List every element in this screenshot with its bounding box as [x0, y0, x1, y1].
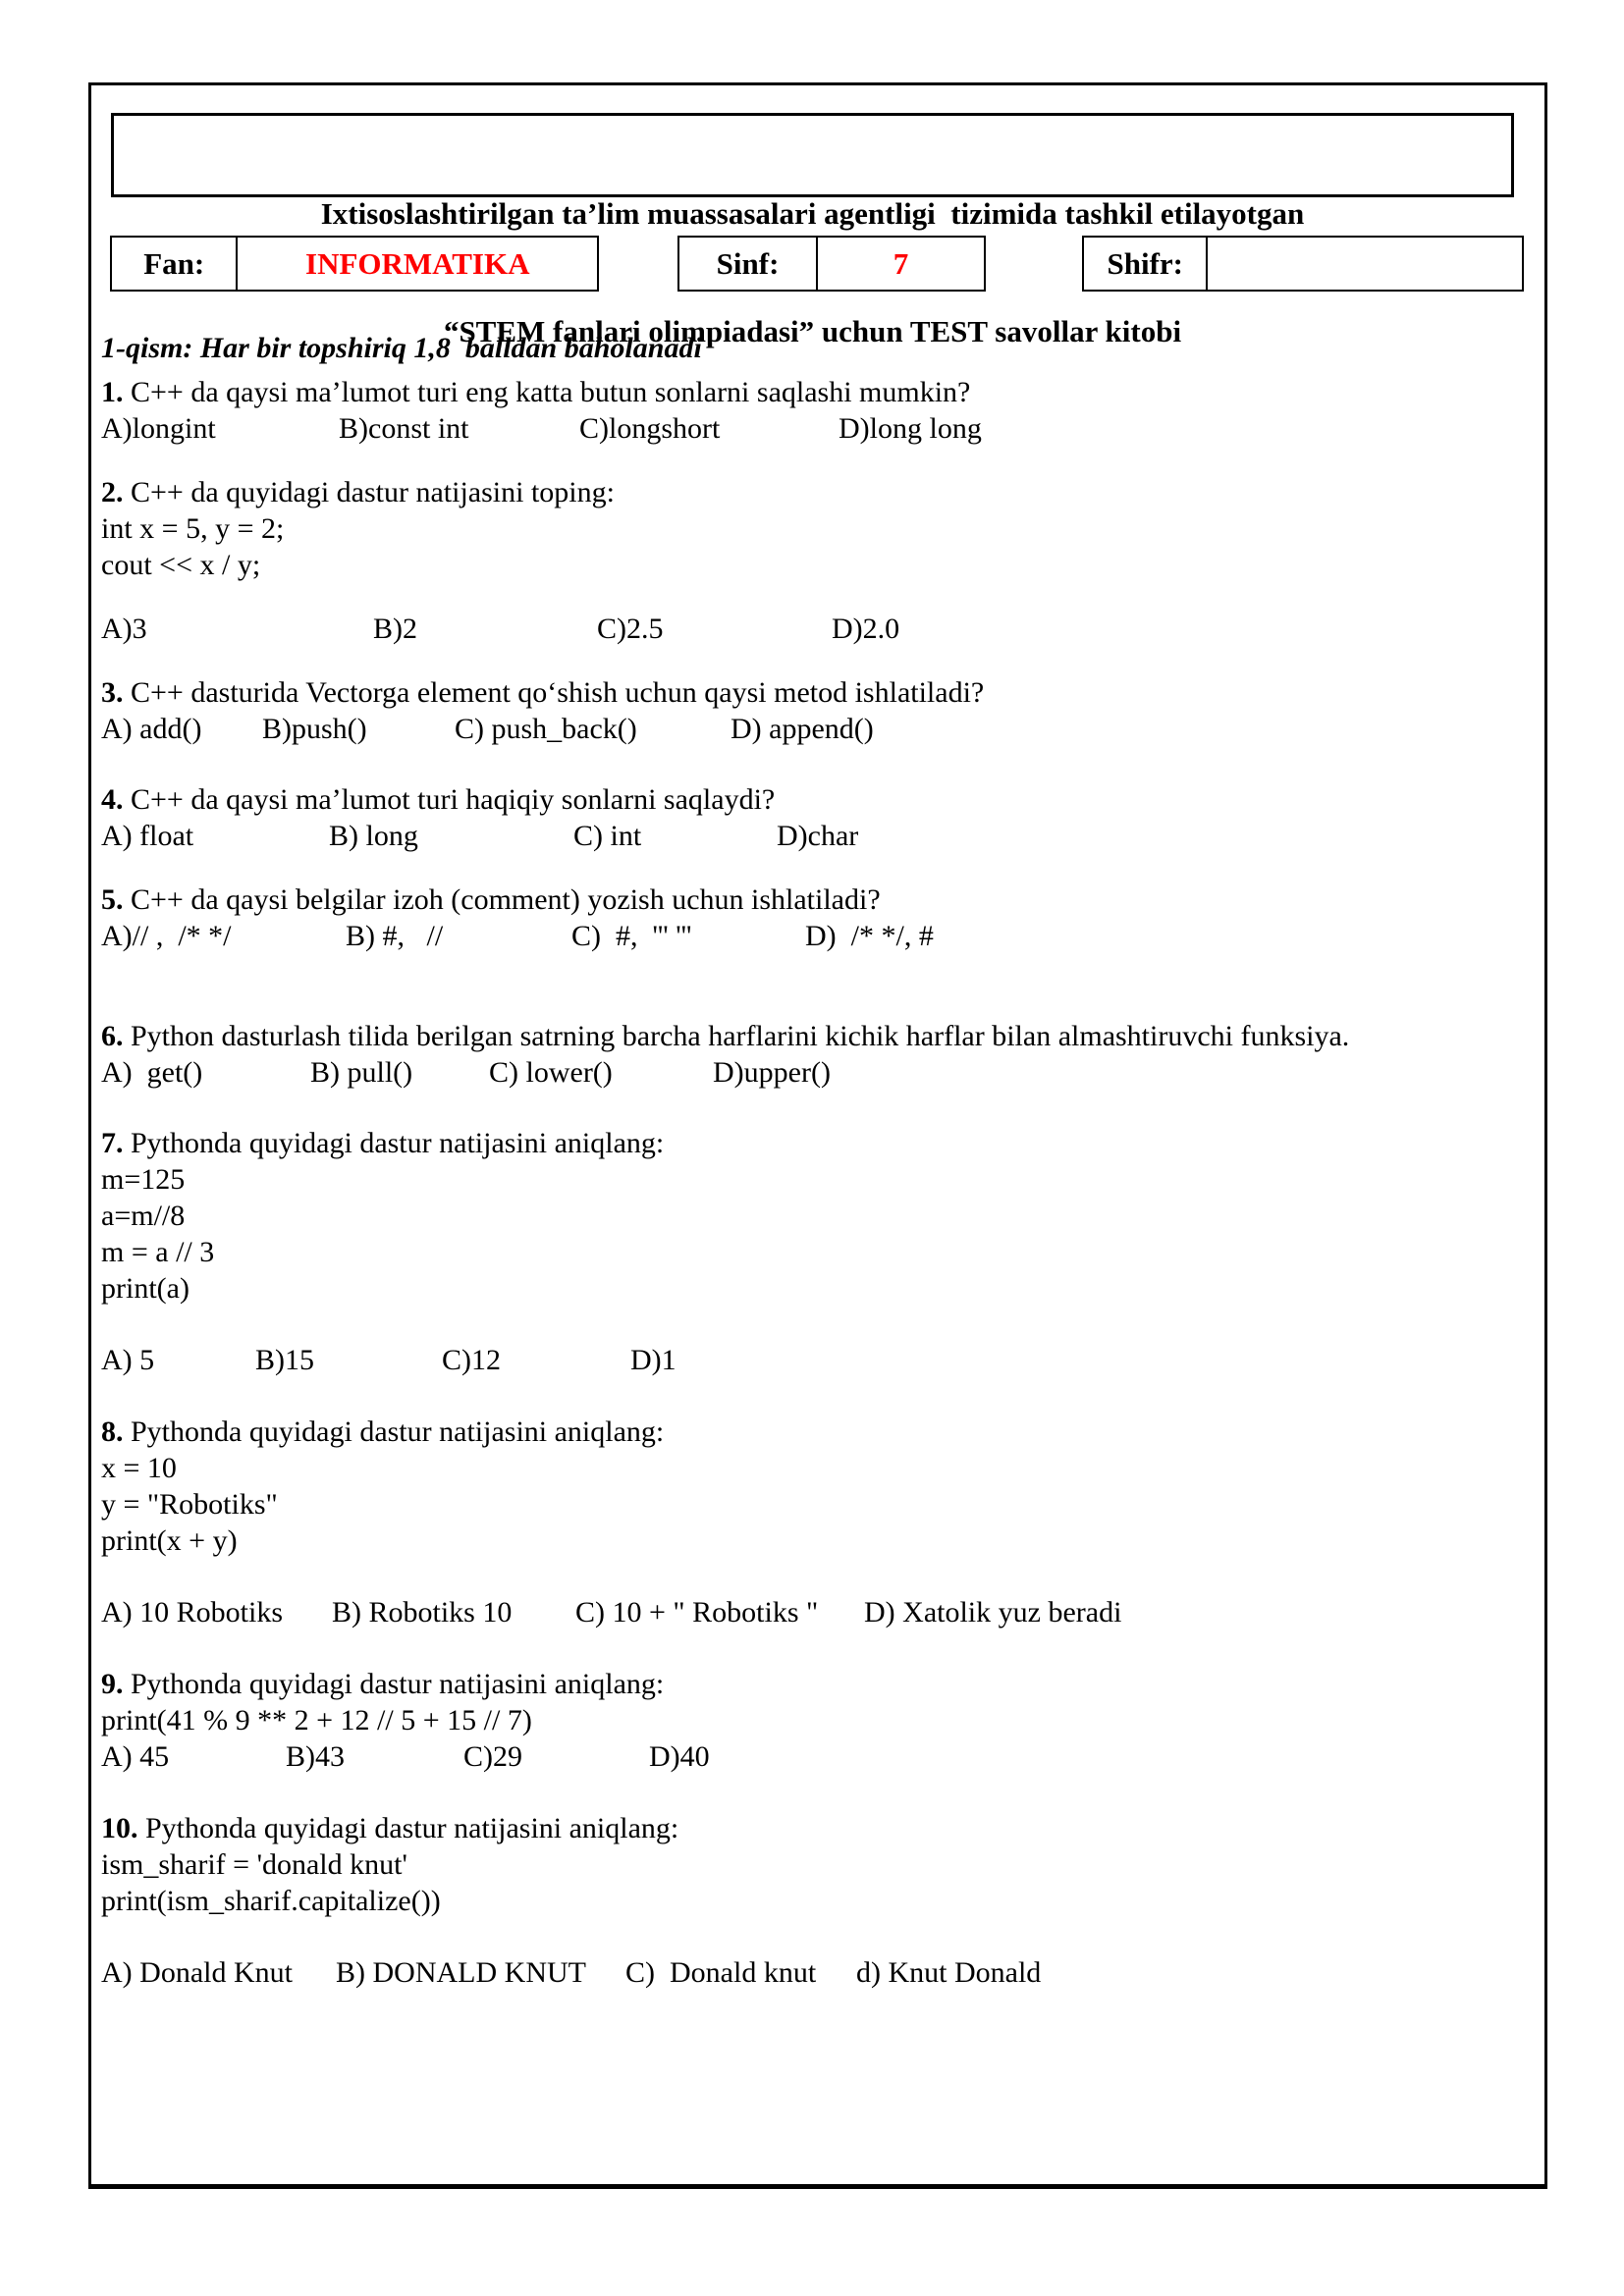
- question-7-text: Pythonda quyidagi dastur natijasini aniqlang:: [131, 1127, 665, 1159]
- question-2-option-b: B)2: [373, 613, 417, 645]
- question-9-code-line: print(41 % 9 ** 2 + 12 // 5 + 15 // 7): [101, 1704, 532, 1736]
- question-10-text: Pythonda quyidagi dastur natijasini aniqlang:: [145, 1812, 679, 1844]
- question-10-option-a: A) Donald Knut: [101, 1956, 293, 1989]
- section-title: 1-qism: Har bir topshiriq 1,8 balldan baholanadi: [101, 332, 702, 364]
- question-8-number: 8.: [101, 1415, 124, 1448]
- question-2-option-d: D)2.0: [832, 613, 900, 645]
- question-6-option-c: C) lower(): [489, 1056, 613, 1089]
- question-9-option-b: B)43: [286, 1740, 345, 1773]
- question-1-number: 1.: [101, 376, 124, 408]
- question-7-number: 7.: [101, 1127, 124, 1159]
- question-8-option-b: B) Robotiks 10: [332, 1596, 513, 1629]
- question-2-text: C++ da quyidagi dastur natijasini toping:: [131, 476, 615, 508]
- question-6-number: 6.: [101, 1020, 124, 1052]
- question-5-option-a: A)// , /* */: [101, 920, 232, 952]
- question-6-option-d: D)upper(): [713, 1056, 831, 1089]
- question-8-code-line: x = 10: [101, 1452, 177, 1484]
- question-10-option-d: d) Knut Donald: [856, 1956, 1042, 1989]
- question-7-code-line: m=125: [101, 1163, 186, 1196]
- question-9-option-c: C)29: [463, 1740, 522, 1773]
- question-7-code-line: m = a // 3: [101, 1236, 215, 1268]
- question-6: [101, 1018, 1530, 1091]
- question-3-text: C++ dasturida Vectorga element qo‘shish uchun qaysi metod ishlatiladi?: [131, 676, 985, 709]
- question-4-option-c: C) int: [573, 820, 642, 852]
- question-8: [101, 1414, 1530, 1630]
- question-2-option-a: A)3: [101, 613, 147, 645]
- question-4: [101, 781, 1530, 854]
- question-9-option-a: A) 45: [101, 1740, 170, 1773]
- question-10-option-c: C) Donald knut: [625, 1956, 817, 1989]
- test-sheet-border: [88, 82, 1547, 2189]
- question-7-option-b: B)15: [255, 1344, 314, 1376]
- question-8-option-a: A) 10 Robotiks: [101, 1596, 284, 1629]
- question-4-text: C++ da qaysi ma’lumot turi haqiqiy sonlarni saqlaydi?: [131, 783, 776, 816]
- question-1-text: C++ da qaysi ma’lumot turi eng katta butun sonlarni saqlashi mumkin?: [131, 376, 971, 408]
- question-7: [101, 1125, 1530, 1378]
- question-10-code-line: ism_sharif = 'donald knut': [101, 1848, 407, 1881]
- question-10-number: 10.: [101, 1812, 138, 1844]
- question-5-text: C++ da qaysi belgilar izoh (comment) yozish uchun ishlatiladi?: [131, 883, 881, 916]
- shifr-label: Shifr:: [1084, 238, 1208, 290]
- question-5-option-c: C) #, ''' ''': [571, 920, 692, 952]
- question-3-option-a: A) add(): [101, 713, 202, 745]
- question-3-option-d: D) append(): [731, 713, 874, 745]
- question-4-option-d: D)char: [777, 820, 859, 852]
- question-5: [101, 881, 1530, 954]
- question-10-code-line: print(ism_sharif.capitalize()): [101, 1885, 441, 1917]
- question-8-code-line: y = "Robotiks": [101, 1488, 278, 1521]
- question-2: [101, 474, 1530, 647]
- question-9-number: 9.: [101, 1668, 124, 1700]
- question-7-option-d: D)1: [630, 1344, 677, 1376]
- fan-box: [110, 236, 599, 292]
- question-8-option-c: C) 10 + " Robotiks ": [575, 1596, 819, 1629]
- question-1: [101, 374, 1530, 447]
- sinf-box: [677, 236, 986, 292]
- question-3-option-b: B)push(): [262, 713, 367, 745]
- question-3-number: 3.: [101, 676, 124, 709]
- question-3: [101, 674, 1530, 747]
- question-1-option-b: B)const int: [339, 412, 469, 445]
- sinf-value: 7: [893, 245, 909, 281]
- question-9: [101, 1666, 1530, 1775]
- question-8-option-d: D) Xatolik yuz beradi: [864, 1596, 1122, 1629]
- question-2-code-line: cout << x / y;: [101, 549, 261, 581]
- question-7-option-a: A) 5: [101, 1344, 155, 1376]
- question-3-option-c: C) push_back(): [455, 713, 637, 745]
- shifr-box: [1082, 236, 1524, 292]
- fan-value: INFORMATIKA: [305, 245, 530, 281]
- question-6-option-a: A) get(): [101, 1056, 203, 1089]
- question-8-code-line: print(x + y): [101, 1524, 238, 1557]
- question-1-option-d: D)long long: [839, 412, 982, 445]
- question-9-text: Pythonda quyidagi dastur natijasini aniqlang:: [131, 1668, 665, 1700]
- question-5-option-b: B) #, //: [346, 920, 444, 952]
- question-1-option-a: A)longint: [101, 412, 216, 445]
- question-10-option-b: B) DONALD KNUT: [336, 1956, 586, 1989]
- question-10: [101, 1810, 1530, 1991]
- question-2-option-c: C)2.5: [597, 613, 664, 645]
- question-4-option-a: A) float: [101, 820, 194, 852]
- question-7-option-c: C)12: [442, 1344, 501, 1376]
- question-8-text: Pythonda quyidagi dastur natijasini aniqlang:: [131, 1415, 665, 1448]
- question-4-option-b: B) long: [329, 820, 418, 852]
- question-7-code-line: a=m//8: [101, 1200, 186, 1232]
- question-6-option-b: B) pull(): [310, 1056, 413, 1089]
- question-9-option-d: D)40: [649, 1740, 710, 1773]
- fan-label: Fan:: [112, 238, 238, 290]
- header-line2: “STEM fanlari olimpiadasi” uchun TEST savollar kitobi: [443, 314, 1182, 348]
- question-5-number: 5.: [101, 883, 124, 916]
- question-1-option-c: C)longshort: [579, 412, 721, 445]
- question-6-text: Python dasturlash tilida berilgan satrning barcha harflarini kichik harflar bilan almashtiruvchi funksiya.: [131, 1020, 1350, 1052]
- question-5-option-d: D) /* */, #: [805, 920, 934, 952]
- shifr-value-field: [1208, 238, 1522, 290]
- question-4-number: 4.: [101, 783, 124, 816]
- question-2-code-line: int x = 5, y = 2;: [101, 512, 285, 545]
- sinf-label: Sinf:: [679, 238, 818, 290]
- questions-area: [101, 330, 1530, 1991]
- question-7-code-line: print(a): [101, 1272, 189, 1305]
- question-2-number: 2.: [101, 476, 124, 508]
- header-line1: Ixtisoslashtirilgan ta’lim muassasalari agentligi tizimida tashkil etilayotgan: [320, 196, 1305, 231]
